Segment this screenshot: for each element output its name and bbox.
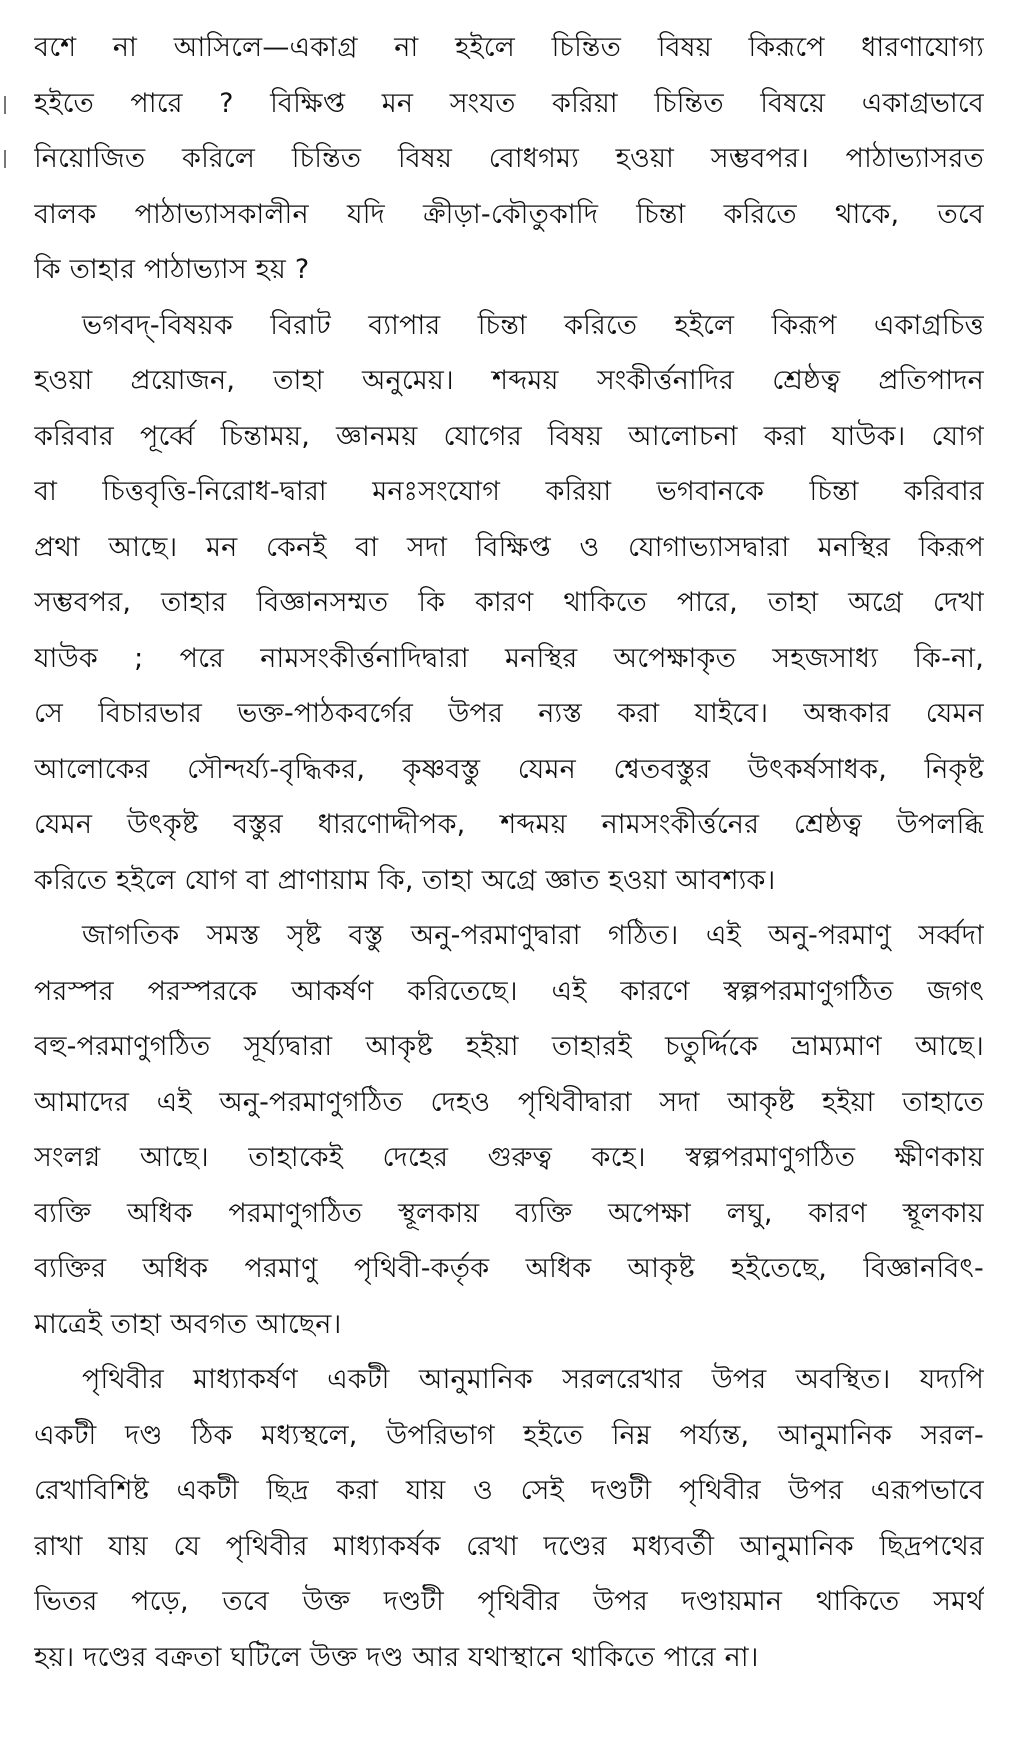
text-line: সংলগ্ন আছে। তাহাকেই দেহের গুরুত্ব কহে। স্বল্পপরমাণুগঠিত ক্ষীণকায় [34, 1142, 984, 1173]
text-line: সে বিচারভার ভক্ত-পাঠকবর্গের উপর ন্যস্ত করা যাইবে। অন্ধকার যেমন [34, 698, 984, 729]
text-line: প্রথা আছে। মন কেনই বা সদা বিক্ষিপ্ত ও যোগাভ্যাসদ্বারা মনস্থির কিরূপ [34, 531, 984, 563]
text-line: সম্ভবপর, তাহার বিজ্ঞানসম্মত কি কারণ থাকিতে পারে, তাহা অগ্রে দেখা [34, 587, 984, 618]
paragraph [34, 298, 984, 909]
text-line: নিয়োজিত করিলে চিন্তিত বিষয় বোধগম্য হওয়া সম্ভবপর। পাঠাভ্যাসরত [34, 143, 984, 174]
text-line: পৃথিবীর মাধ্যাকর্ষণ একটী আনুমানিক সরলরেখার উপর অবস্থিত। যদ্যপি [82, 1364, 984, 1395]
text-line: যেমন উৎকৃষ্ট বস্তুর ধারণোদ্দীপক, শব্দময় নামসংকীর্ত্তনের শ্রেষ্ঠত্ব উপলব্ধি [34, 809, 984, 840]
text-line: করিবার পূর্ব্বে চিন্তাময়, জ্ঞানময় যোগের বিষয় আলোচনা করা যাউক। যোগ [34, 420, 984, 452]
text-line: হইতে পারে ? বিক্ষিপ্ত মন সংযত করিয়া চিন্তিত বিষয়ে একাগ্রভাবে [34, 87, 984, 119]
text-line: জাগতিক সমস্ত সৃষ্ট বস্তু অনু-পরমাণুদ্বারা গঠিত। এই অনু-পরমাণু সর্ব্বদা [82, 920, 984, 951]
margin-mark [4, 150, 6, 168]
text-line: বা চিত্তবৃত্তি-নিরোধ-দ্বারা মনঃসংযোগ করিয়া ভগবানকে চিন্তা করিবার [34, 476, 984, 507]
margin-mark [4, 96, 6, 114]
paragraph [34, 1352, 984, 1685]
text-line: রাখা যায় যে পৃথিবীর মাধ্যাকর্ষক রেখা দণ্ডের মধ্যবর্তী আনুমানিক ছিদ্রপথের [34, 1530, 984, 1562]
text-line: হয়। দণ্ডের বক্রতা ঘটিলে উক্ত দণ্ড আর যথাস্থানে থাকিতে পারে না। [34, 1641, 759, 1673]
text-line: ভিতর পড়ে, তবে উক্ত দণ্ডটী পৃথিবীর উপর দণ্ডায়মান থাকিতে সমর্থ [34, 1586, 984, 1617]
paragraph [34, 20, 984, 298]
text-line: ব্যক্তি অধিক পরমাণুগঠিত স্থূলকায় ব্যক্তি অপেক্ষা লঘু, কারণ স্থূলকায় [34, 1197, 984, 1229]
text-line: বালক পাঠাভ্যাসকালীন যদি ক্রীড়া-কৌতুকাদি চিন্তা করিতে থাকে, তবে [34, 198, 984, 230]
text-line: ভগবদ্-বিষয়ক বিরাট ব্যাপার চিন্তা করিতে হইলে কিরূপ একাগ্রচিত্ত [82, 309, 984, 341]
text-line: ব্যক্তির অধিক পরমাণু পৃথিবী-কর্তৃক অধিক আকৃষ্ট হইতেছে, বিজ্ঞানবিৎ- [34, 1253, 984, 1284]
text-line: আলোকের সৌন্দর্য্য-বৃদ্ধিকর, কৃষ্ণবস্তু যেমন শ্বেতবস্তুর উৎকর্ষসাধক, নিকৃষ্ট [34, 753, 984, 785]
text-line: বশে না আসিলে—একাগ্র না হইলে চিন্তিত বিষয় কিরূপে ধারণাযোগ্য [34, 32, 984, 63]
text-line: একটী দণ্ড ঠিক মধ্যস্থলে, উপরিভাগ হইতে নিম্ন পর্য্যন্ত, আনুমানিক সরল- [34, 1419, 984, 1451]
body-text [34, 20, 984, 1685]
paragraph [34, 908, 984, 1352]
text-line: রেখাবিশিষ্ট একটী ছিদ্র করা যায় ও সেই দণ্ডটী পৃথিবীর উপর এরূপভাবে [34, 1475, 984, 1506]
text-line: যাউক ; পরে নামসংকীর্ত্তনাদিদ্বারা মনস্থির অপেক্ষাকৃত সহজসাধ্য কি-না, [34, 642, 984, 674]
text-line: আমাদের এই অনু-পরমাণুগঠিত দেহও পৃথিবীদ্বারা সদা আকৃষ্ট হইয়া তাহাতে [34, 1086, 984, 1118]
text-line: বহু-পরমাণুগঠিত সূর্য্যদ্বারা আকৃষ্ট হইয়া তাহারই চতুর্দ্দিকে ভ্রাম্যমাণ আছে। [34, 1031, 984, 1062]
text-line: পরস্পর পরস্পরকে আকর্ষণ করিতেছে। এই কারণে স্বল্পপরমাণুগঠিত জগৎ [34, 975, 984, 1007]
text-line: করিতে হইলে যোগ বা প্রাণায়াম কি, তাহা অগ্রে জ্ঞাত হওয়া আবশ্যক। [34, 864, 776, 896]
text-line: মাত্রেই তাহা অবগত আছেন। [34, 1308, 342, 1340]
text-line: কি তাহার পাঠাভ্যাস হয় ? [34, 254, 310, 285]
text-line: হওয়া প্রয়োজন, তাহা অনুমেয়। শব্দময় সংকীর্ত্তনাদির শ্রেষ্ঠত্ব প্রতিপাদন [34, 365, 984, 396]
